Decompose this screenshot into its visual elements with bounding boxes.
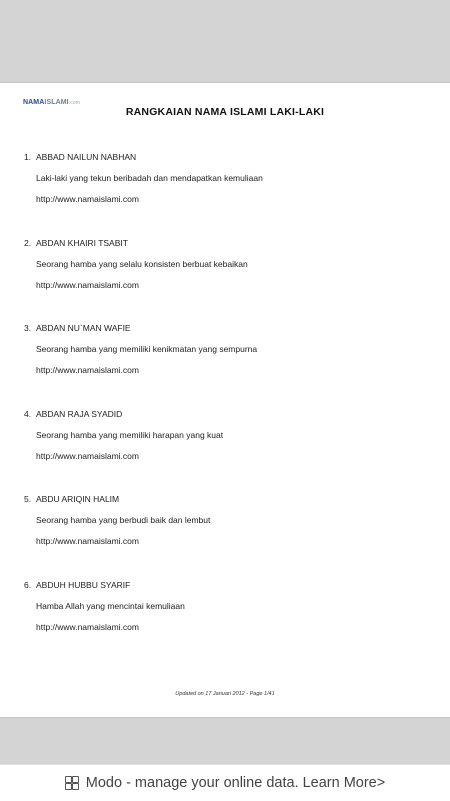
entry-url[interactable]: http://www.namaislami.com — [36, 194, 139, 204]
entry-name: 2. ABDAN KHAIRI TSABIT — [24, 238, 128, 248]
pdf-page — [0, 82, 450, 718]
entry-description: Seorang hamba yang memiliki harapan yang kuat — [36, 430, 224, 440]
entry-name: 1. ABBAD NAILUN NABHAN — [24, 152, 137, 162]
entry-description: Seorang hamba yang selalu konsisten berbuat kebaikan — [36, 259, 248, 269]
entry-url[interactable]: http://www.namaislami.com — [36, 622, 139, 632]
entry-description: Laki-laki yang tekun beribadah dan mendapatkan kemuliaan — [36, 173, 263, 183]
ad-banner[interactable] — [0, 764, 450, 801]
entry-url[interactable]: http://www.namaislami.com — [36, 536, 139, 546]
entry-name: 5. ABDU ARIQIN HALIM — [24, 494, 120, 504]
entry-name: 4. ABDAN RAJA SYADID — [24, 409, 123, 419]
entry-name: 6. ABDUH HUBBU SYARIF — [24, 580, 131, 590]
entry-name: 3. ABDAN NU`MAN WAFIE — [24, 323, 131, 333]
entry-description: Hamba Allah yang mencintai kemuliaan — [36, 601, 185, 611]
entry-description: Seorang hamba yang berbudi baik dan lembut — [36, 515, 211, 525]
entry-description: Seorang hamba yang memiliki kenikmatan yang sempurna — [36, 344, 258, 354]
entry-url[interactable]: http://www.namaislami.com — [36, 365, 139, 375]
namaislami-logo: NAMAISLAMI.com — [23, 99, 80, 106]
page-title: RANGKAIAN NAMA ISLAMI LAKI-LAKI — [125, 106, 325, 118]
page-footer: Updated on 17 Januari 2012 - Page 1/41 — [175, 691, 275, 697]
entry-url[interactable]: http://www.namaislami.com — [36, 280, 139, 290]
ad-text: Modo - manage your online data. Learn More> — [85, 775, 386, 791]
entry-url[interactable]: http://www.namaislami.com — [36, 451, 139, 461]
modo-grid-icon — [65, 776, 79, 790]
